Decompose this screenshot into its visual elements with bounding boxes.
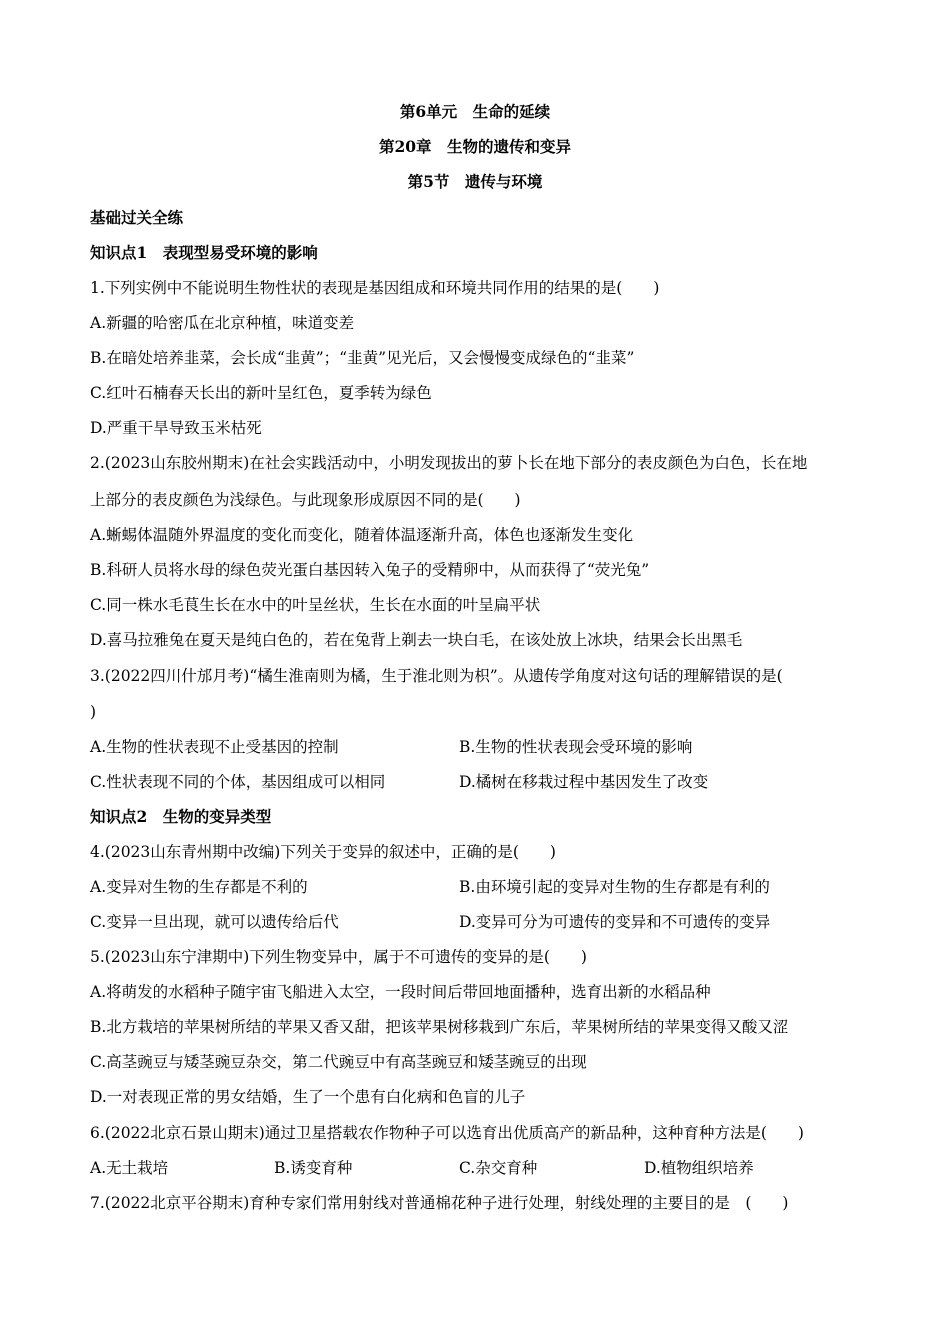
question-5-option-c: C.高茎豌豆与矮茎豌豆杂交，第二代豌豆中有高茎豌豆和矮茎豌豆的出现 [90, 1053, 587, 1071]
question-4-option-a: A.变异对生物的生存都是不利的 [90, 878, 308, 896]
question-3-option-d: D.橘树在移栽过程中基因发生了改变 [459, 773, 709, 791]
question-1-option-a: A.新疆的哈密瓜在北京种植，味道变差 [90, 314, 355, 332]
question-5-option-a: A.将萌发的水稻种子随宇宙飞船进入太空，一段时间后带回地面播种，选育出新的水稻品种 [90, 983, 711, 1001]
question-1-option-c: C.红叶石楠春天长出的新叶呈红色，夏季转为绿色 [90, 384, 432, 402]
question-1-option-b: B.在暗处培养韭菜，会长成“韭黄”；“韭黄”见光后，又会慢慢变成绿色的“韭菜” [90, 349, 635, 367]
question-6-option-d: D.植物组织培养 [644, 1159, 754, 1177]
question-2-stem-line-1: 2.(2023山东胶州期末)在社会实践活动中，小明发现拔出的萝卜长在地下部分的表皮颜色为白色，长在地 [90, 454, 808, 472]
question-6-stem: 6.(2022北京石景山期末)通过卫星搭载农作物种子可以选育出优质高产的新品种，这种育种方法是( ) [90, 1124, 804, 1142]
question-2-option-a: A.蜥蜴体温随外界温度的变化而变化，随着体温逐渐升高，体色也逐渐发生变化 [90, 526, 634, 544]
practice-title: 基础过关全练 [90, 208, 184, 227]
question-5-option-b: B.北方栽培的苹果树所结的苹果又香又甜，把该苹果树移栽到广东后，苹果树所结的苹果变得又酸又涩 [90, 1018, 789, 1036]
question-3-option-b: B.生物的性状表现会受环境的影响 [459, 738, 693, 756]
question-6-option-b: B.诱变育种 [274, 1159, 353, 1177]
unit-title: 第6单元 生命的延续 [399, 102, 551, 121]
question-1-option-d: D.严重干旱导致玉米枯死 [90, 419, 262, 437]
question-4-option-c: C.变异一旦出现，就可以遗传给后代 [90, 913, 339, 931]
question-3-option-a: A.生物的性状表现不止受基因的控制 [90, 738, 339, 756]
question-5-option-d: D.一对表现正常的男女结婚，生了一个患有白化病和色盲的儿子 [90, 1088, 526, 1106]
question-2-option-b: B.科研人员将水母的绿色荧光蛋白基因转入兔子的受精卵中，从而获得了“荧光兔” [90, 561, 650, 579]
question-4-option-d: D.变异可分为可遗传的变异和不可遗传的变异 [459, 913, 771, 931]
question-3-stem-line-1: 3.(2022四川什邡月考)“橘生淮南则为橘，生于淮北则为枳”。从遗传学角度对这句话的理解错误的是( [90, 667, 783, 685]
question-2-stem-line-2: 上部分的表皮颜色为浅绿色。与此现象形成原因不同的是( ) [90, 491, 521, 509]
chapter-title: 第20章 生物的遗传和变异 [378, 137, 572, 156]
question-3-stem-line-2: ) [90, 703, 97, 721]
question-6-option-a: A.无土栽培 [90, 1159, 169, 1177]
question-2-option-d: D.喜马拉雅兔在夏天是纯白色的，若在兔背上剃去一块白毛，在该处放上冰块，结果会长出黑毛 [90, 631, 743, 649]
section-title: 第5节 遗传与环境 [407, 172, 543, 191]
knowledge-point-1-heading: 知识点1 表现型易受环境的影响 [90, 243, 318, 262]
question-1-stem: 1.下列实例中不能说明生物性状的表现是基因组成和环境共同作用的结果的是( ) [90, 279, 660, 297]
question-5-stem: 5.(2023山东宁津期中)下列生物变异中，属于不可遗传的变异的是( ) [90, 948, 587, 966]
question-6-option-c: C.杂交育种 [459, 1159, 538, 1177]
knowledge-point-2-heading: 知识点2 生物的变异类型 [90, 807, 272, 826]
question-4-option-b: B.由环境引起的变异对生物的生存都是有利的 [459, 878, 770, 896]
question-2-option-c: C.同一株水毛茛生长在水中的叶呈丝状，生长在水面的叶呈扁平状 [90, 596, 541, 614]
question-4-stem: 4.(2023山东青州期中改编)下列关于变异的叙述中，正确的是( ) [90, 843, 556, 861]
question-3-option-c: C.性状表现不同的个体，基因组成可以相同 [90, 773, 386, 791]
question-7-stem: 7.(2022北京平谷期末)育种专家们常用射线对普通棉花种子进行处理，射线处理的主要目的是 ( ) [90, 1194, 789, 1212]
